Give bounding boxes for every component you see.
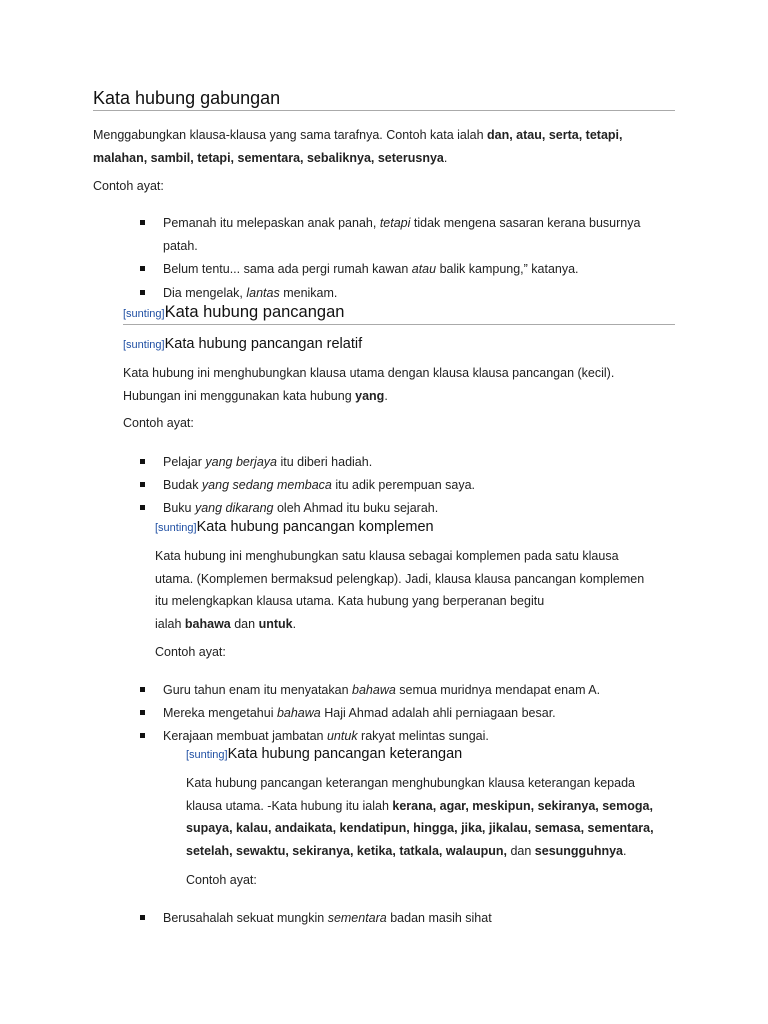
section-title-kata-hubung-gabungan: Kata hubung gabungan bbox=[93, 88, 281, 108]
list-item: Buku yang dikarang oleh Ahmad itu buku sejarah. bbox=[163, 501, 439, 515]
section-title: Kata hubung pancangan relatif bbox=[164, 336, 363, 352]
bullet bbox=[140, 505, 145, 510]
bullet bbox=[140, 733, 145, 738]
list-item: Pelajar yang berjaya itu diberi hadiah. bbox=[163, 455, 373, 469]
bullet bbox=[140, 266, 145, 271]
contoh-ayat-label: Contoh ayat: bbox=[93, 179, 164, 193]
edit-link[interactable]: [sunting] bbox=[155, 522, 197, 534]
bullet bbox=[140, 482, 145, 487]
contoh-ayat-label: Contoh ayat: bbox=[123, 416, 194, 430]
section-title: Kata hubung pancangan keterangan bbox=[227, 746, 463, 762]
bullet bbox=[140, 915, 145, 920]
list-item: Mereka mengetahui bahawa Haji Ahmad adalah ahli perniagaan besar. bbox=[163, 706, 556, 720]
heading-rule bbox=[93, 110, 675, 111]
list-item: Belum tentu... sama ada pergi rumah kawan atau balik kampung,” katanya. bbox=[163, 262, 579, 276]
section-heading-keterangan bbox=[186, 745, 462, 763]
paragraph: Kata hubung pancangan keterangan menghubungkan klausa keterangan kepada klausa utama. -Kata hubung itu ialah kerana, agar, meskipun, sekiranya, semoga, supaya, kalau, andaikata, kendatipun, hingga, jika, jikalau, semasa, sementara, setelah, sewaktu, sekiranya, ketika, tatkala, walaupun, dan sesungguhnya. bbox=[186, 776, 654, 858]
list-item: Kerajaan membuat jambatan untuk rakyat melintas sungai. bbox=[163, 729, 489, 743]
section-title: Kata hubung pancangan bbox=[164, 303, 345, 321]
section-title: Kata hubung pancangan komplemen bbox=[196, 519, 434, 535]
paragraph: Kata hubung ini menghubungkan satu klausa sebagai komplemen pada satu klausa utama. (Komplemen bermaksud pelengkap). Jadi, klausa klausa pancangan komplemen itu melengkapkan klausa utama. Kata hubung yang berperanan begitu ialah bahawa dan untuk. bbox=[155, 549, 645, 631]
paragraph: Kata hubung ini menghubungkan klausa utama dengan klausa klausa pancangan (kecil). Hubungan ini menggunakan kata hubung yang. bbox=[123, 366, 615, 403]
paragraph: Menggabungkan klausa-klausa yang sama tarafnya. Contoh kata ialah dan, atau, serta, tetapi, malahan, sambil, tetapi, sementara, sebaliknya, seterusnya. bbox=[93, 128, 623, 165]
list-item: Budak yang sedang membaca itu adik perempuan saya. bbox=[163, 478, 476, 492]
edit-link[interactable]: [sunting] bbox=[123, 339, 165, 351]
list-item: Dia mengelak, lantas menikam. bbox=[163, 286, 338, 300]
section-heading-kata-hubung-pancangan bbox=[123, 303, 344, 322]
edit-link[interactable]: [sunting] bbox=[186, 749, 228, 761]
bullet bbox=[140, 459, 145, 464]
section-heading-komplemen bbox=[155, 518, 434, 536]
contoh-ayat-label: Contoh ayat: bbox=[155, 645, 226, 659]
edit-link[interactable]: [sunting] bbox=[123, 308, 165, 320]
list-item: Guru tahun enam itu menyatakan bahawa semua muridnya mendapat enam A. bbox=[163, 683, 601, 697]
heading-rule bbox=[123, 324, 675, 325]
bullet bbox=[140, 290, 145, 295]
bullet bbox=[140, 710, 145, 715]
bullet bbox=[140, 687, 145, 692]
contoh-ayat-label: Contoh ayat: bbox=[186, 873, 257, 887]
bullet bbox=[140, 220, 145, 225]
list-item: Pemanah itu melepaskan anak panah, tetapi tidak mengena sasaran kerana busurnya patah. bbox=[163, 216, 641, 253]
section-heading-relatif bbox=[123, 335, 362, 353]
list-item: Berusahalah sekuat mungkin sementara badan masih sihat bbox=[163, 911, 492, 925]
